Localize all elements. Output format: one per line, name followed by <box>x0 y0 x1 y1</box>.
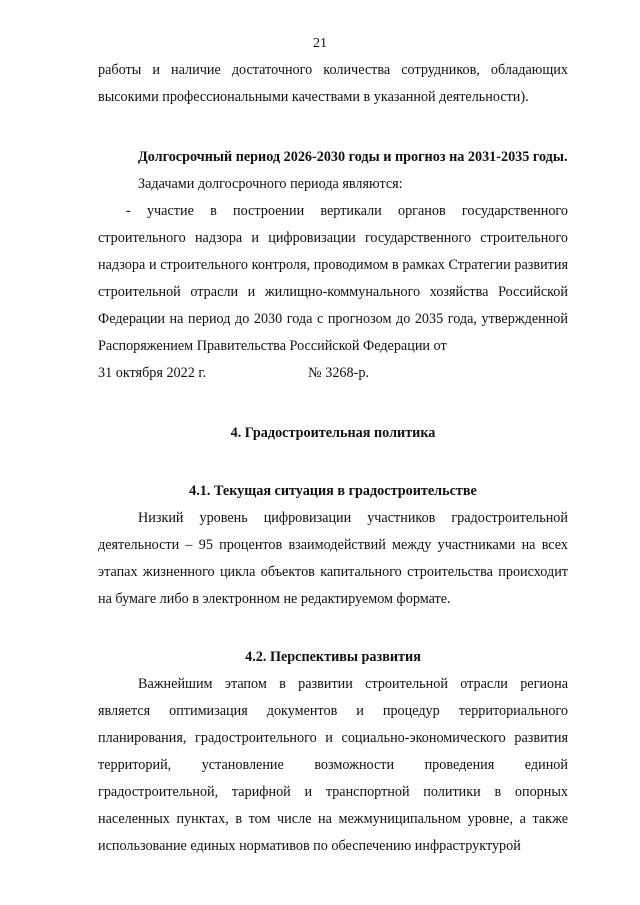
bullet-date: 31 октября 2022 г. <box>98 365 207 381</box>
section-4-1-text: Низкий уровень цифровизации участников градостроительной деятельности – 95 процентов взаимодействий между участниками на всех этапах жизненного цикла объектов капитального строительства происходит на бумаге либо в электронном не редактируемом формате. <box>98 510 568 607</box>
section-4-2-text: Важнейшим этапом в развитии строительной отрасли региона является оптимизация документов и процедур территориального планирования, градостроительного и социально-экономического развития территорий, установление возможности проведения единой градостроительной, тарифной и транспортной политики в опорных населенных пунктах, в том числе на межмуниципальном уровне, а также использование единых нормативов по обеспечению инфраструктурой <box>98 676 568 854</box>
long-term-heading: Долгосрочный период 2026-2030 годы и прогноз на 2031-2035 годы. <box>138 149 568 165</box>
section-4-1-title: 4.1. Текущая ситуация в градостроительстве <box>189 483 477 499</box>
bullet-date-line <box>98 360 568 387</box>
section-4-title: 4. Градостроительная политика <box>230 425 436 441</box>
bullet-number: № 3268-р. <box>308 365 369 381</box>
intro-paragraph: работы и наличие достаточного количества сотрудников, обладающих высокими профессиональными качествами в указанной деятельности). <box>98 62 568 105</box>
page-number: 21 <box>313 36 327 51</box>
section-4-2-title: 4.2. Перспективы развития <box>245 649 421 665</box>
bullet-item: - участие в построении вертикали органов государственного строительного надзора и цифровизации государственного строительного надзора и строительного контроля, проводимом в рамках Стратегии развития строительной отрасли и жилищно-коммунального хозяйства Российской Федерации на период до 2030 года с прогнозом до 2035 года, утвержденной Распоряжением Правительства Российской Федерации от <box>98 203 568 354</box>
document-body <box>98 57 568 860</box>
tasks-intro: Задачами долгосрочного периода являются: <box>138 176 403 192</box>
